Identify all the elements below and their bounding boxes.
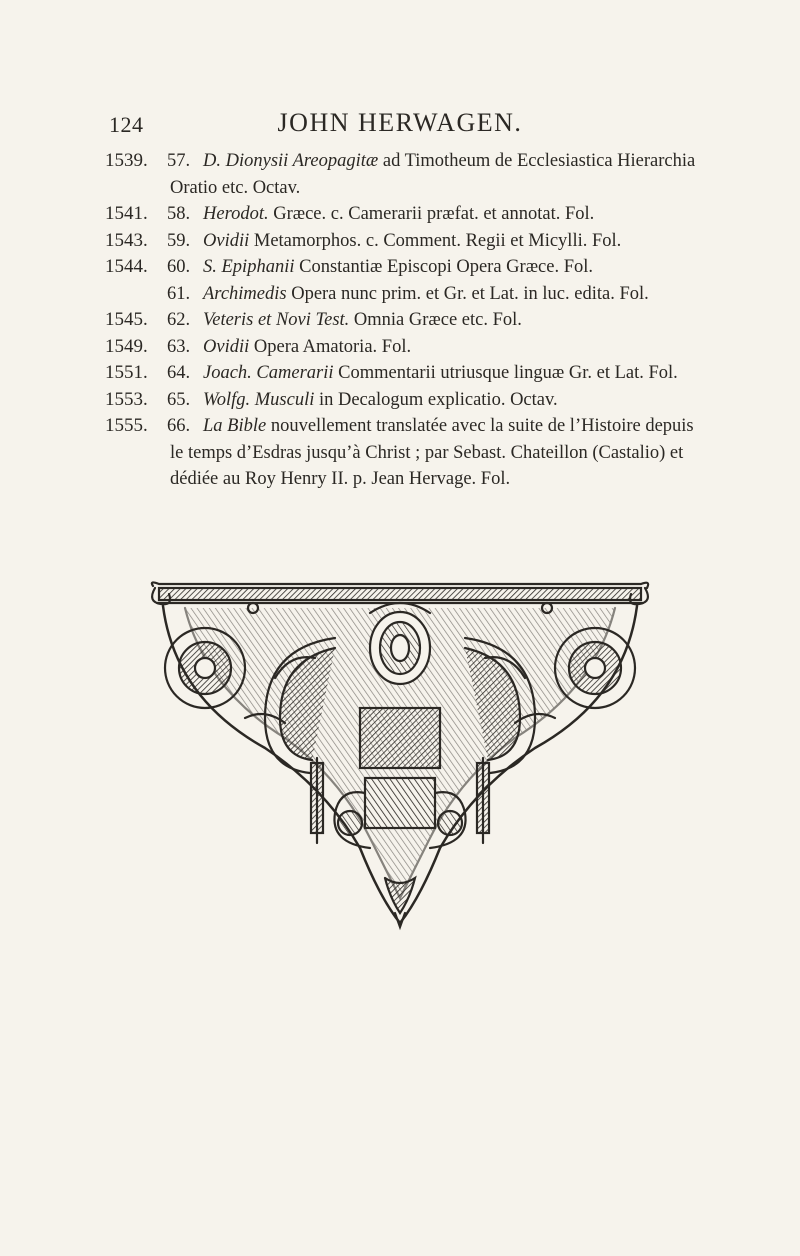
- entry-title: Veteris et Novi Test.: [203, 310, 350, 330]
- entry-description: Opera nunc prim. et Gr. et Lat. in luc. edita. Fol.: [286, 283, 649, 304]
- entry-title: Ovidii: [203, 230, 250, 251]
- entry-continuation: le temps d’Esdras jusqu’à Christ ; par Sebast. Chateillon (Castalio) et dédiée au Roy Henry II. p. Jean Hervage. Fol.: [170, 442, 684, 489]
- entry-title: Archimedis: [203, 283, 287, 304]
- entry-title: Wolfg. Musculi: [203, 389, 315, 410]
- entry-title: S. Epiphanii: [203, 257, 295, 277]
- entry-year: 1551.: [105, 362, 148, 383]
- entry-number: 66.: [167, 416, 191, 436]
- entry-title: La Bible: [203, 416, 267, 436]
- entry-description: Constantiæ Episcopi Opera Græce. Fol.: [294, 257, 594, 277]
- entry-description: in Decalogum explicatio. Octav.: [314, 389, 558, 410]
- entry-57: [0, 148, 800, 201]
- page-number: 124: [109, 112, 144, 137]
- entry-number: 63.: [167, 336, 191, 357]
- entry-66: [0, 413, 800, 493]
- entry-description: Opera Amatoria. Fol.: [249, 336, 412, 357]
- entry-year: 1555.: [105, 415, 148, 436]
- entry-description: Omnia Græce etc. Fol.: [349, 310, 522, 330]
- entry-year: 1539.: [105, 150, 148, 171]
- entry-description: nouvellement translatée avec la suite de l’Histoire depuis: [266, 416, 694, 436]
- running-head: JOHN HERWAGEN.: [277, 108, 523, 137]
- entry-continuation: Oratio etc. Octav.: [170, 177, 301, 198]
- entry-year: 1544.: [105, 256, 148, 277]
- entry-title: Herodot.: [203, 204, 269, 224]
- tailpiece-ornament-icon: [145, 578, 655, 933]
- entry-description: ad Timotheum de Ecclesiastica Hierarchia: [378, 151, 696, 171]
- bibliography-list: [0, 148, 800, 493]
- entry-63: [0, 334, 800, 361]
- entry-description: Metamorphos. c. Comment. Regii et Micylli. Fol.: [249, 230, 622, 251]
- entry-number: 61.: [167, 283, 191, 304]
- entry-61: [0, 281, 800, 308]
- entry-description: Græce. c. Camerarii præfat. et annotat. Fol.: [268, 204, 595, 224]
- entry-62: [0, 307, 800, 334]
- entry-number: 59.: [167, 230, 191, 251]
- entry-60: [0, 254, 800, 281]
- entry-59: [0, 228, 800, 255]
- entry-number: 58.: [167, 204, 191, 224]
- entry-year: 1549.: [105, 335, 148, 357]
- entry-title: Ovidii: [203, 336, 250, 357]
- entry-number: 57.: [167, 151, 191, 171]
- entry-year: 1545.: [105, 309, 148, 330]
- entry-number: 65.: [167, 389, 191, 410]
- entry-58: [0, 201, 800, 228]
- entry-year: 1541.: [105, 203, 148, 224]
- entry-title: D. Dionysii Areopagitæ: [203, 151, 379, 171]
- entry-number: 62.: [167, 310, 191, 330]
- entry-year: 1553.: [105, 388, 148, 410]
- entry-year: 1543.: [105, 229, 148, 251]
- entry-64: [0, 360, 800, 387]
- entry-number: 64.: [167, 363, 191, 383]
- entry-65: [0, 387, 800, 414]
- entry-number: 60.: [167, 257, 191, 277]
- entry-description: Commentarii utriusque linguæ Gr. et Lat. Fol.: [333, 363, 678, 383]
- entry-title: Joach. Camerarii: [203, 363, 334, 383]
